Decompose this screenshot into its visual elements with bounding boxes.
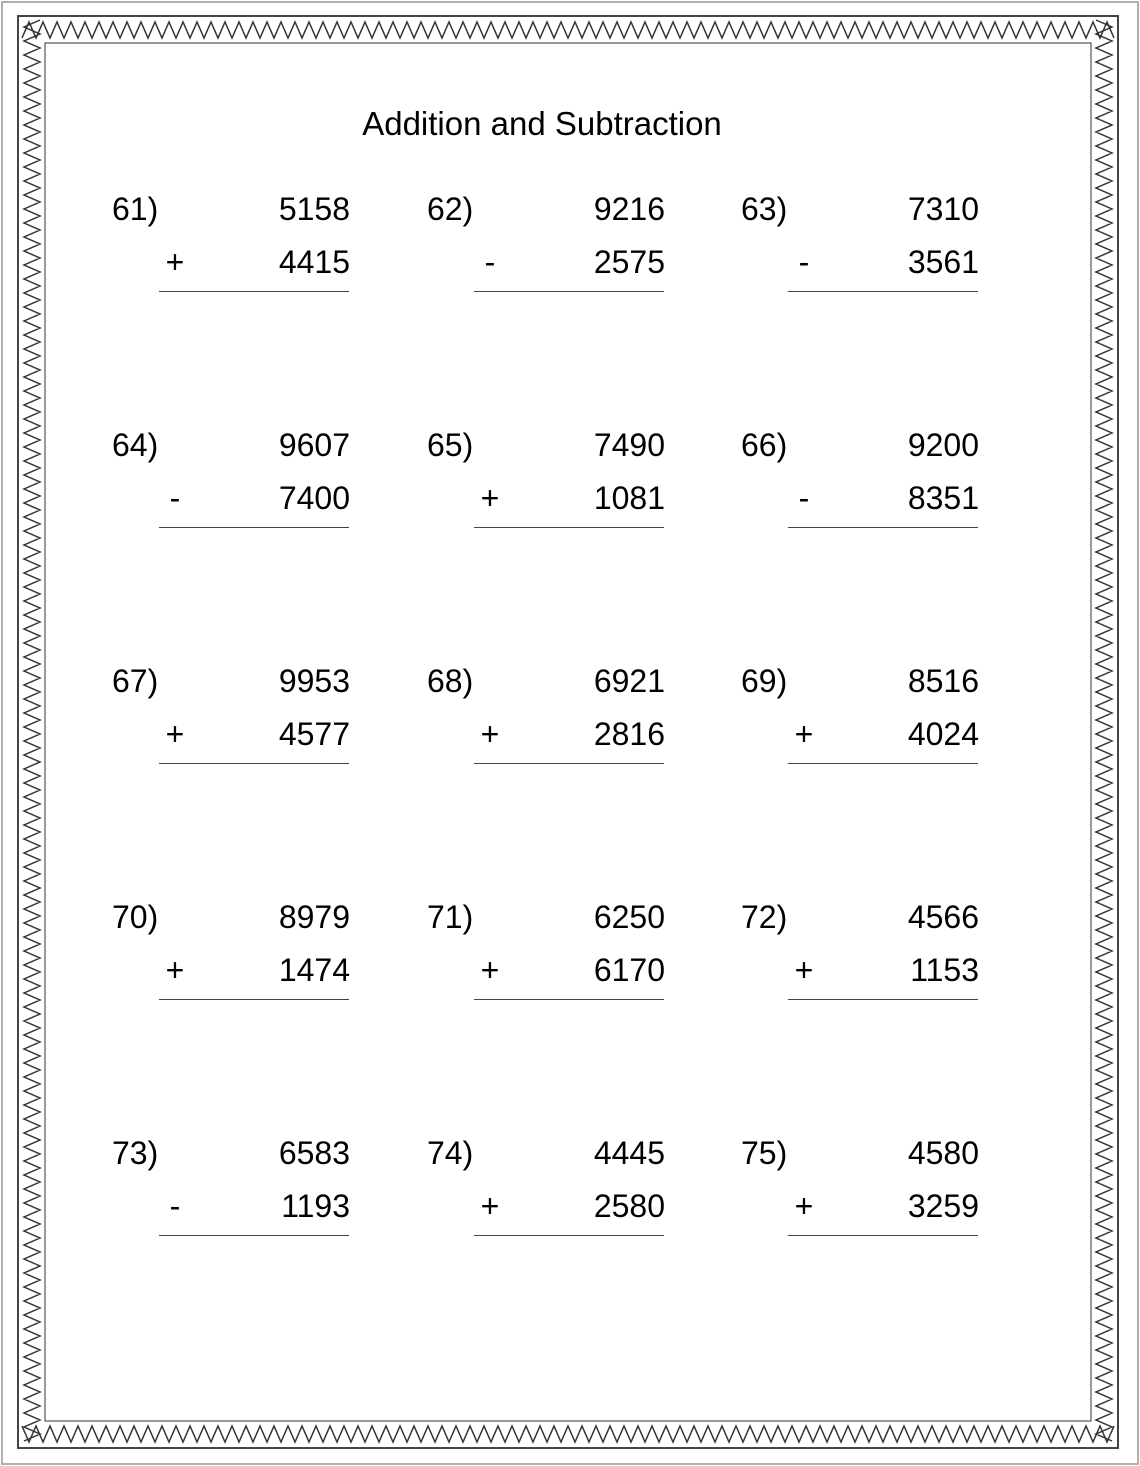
operator-sign: + — [480, 1188, 500, 1224]
top-operand: 7310 — [907, 191, 979, 227]
top-operand: 6250 — [593, 899, 665, 935]
operator-sign: - — [798, 480, 810, 516]
answer-line — [159, 999, 349, 1000]
bottom-operand: 7400 — [278, 480, 350, 516]
operator-sign: + — [165, 244, 185, 280]
bottom-operand: 3561 — [907, 244, 979, 280]
problem-number: 61) — [112, 191, 159, 227]
problem-70 — [112, 897, 362, 1017]
problem-71 — [427, 897, 677, 1017]
problem-number: 72) — [741, 899, 788, 935]
problem-75 — [741, 1133, 991, 1253]
operator-sign: - — [169, 1188, 181, 1224]
bottom-operand: 4024 — [907, 716, 979, 752]
answer-line — [474, 763, 664, 764]
top-operand: 9200 — [907, 427, 979, 463]
top-operand: 9216 — [593, 191, 665, 227]
answer-line — [474, 999, 664, 1000]
bottom-operand: 4415 — [278, 244, 350, 280]
answer-line — [788, 1235, 978, 1236]
problem-number: 62) — [427, 191, 474, 227]
problem-number: 66) — [741, 427, 788, 463]
top-operand: 5158 — [278, 191, 350, 227]
problem-number: 67) — [112, 663, 159, 699]
bottom-operand: 6170 — [593, 952, 665, 988]
operator-sign: + — [165, 716, 185, 752]
answer-line — [788, 763, 978, 764]
problem-number: 69) — [741, 663, 788, 699]
top-operand: 7490 — [593, 427, 665, 463]
operator-sign: + — [480, 480, 500, 516]
problem-66 — [741, 425, 991, 545]
top-operand: 6583 — [278, 1135, 350, 1171]
problem-72 — [741, 897, 991, 1017]
problem-73 — [112, 1133, 362, 1253]
answer-line — [159, 1235, 349, 1236]
problem-64 — [112, 425, 362, 545]
top-operand: 4580 — [907, 1135, 979, 1171]
problem-62 — [427, 189, 677, 309]
operator-sign: + — [794, 716, 814, 752]
answer-line — [474, 291, 664, 292]
answer-line — [159, 763, 349, 764]
answer-line — [474, 1235, 664, 1236]
problem-number: 73) — [112, 1135, 159, 1171]
top-operand: 8516 — [907, 663, 979, 699]
operator-sign: + — [480, 716, 500, 752]
operator-sign: + — [794, 952, 814, 988]
worksheet-title: Addition and Subtraction — [362, 105, 722, 142]
problem-number: 65) — [427, 427, 474, 463]
problem-number: 74) — [427, 1135, 474, 1171]
operator-sign: - — [169, 480, 181, 516]
operator-sign: - — [484, 244, 496, 280]
problem-number: 71) — [427, 899, 474, 935]
bottom-operand: 1081 — [593, 480, 665, 516]
operator-sign: + — [480, 952, 500, 988]
top-operand: 9607 — [278, 427, 350, 463]
answer-line — [159, 527, 349, 528]
problem-63 — [741, 189, 991, 309]
problem-number: 63) — [741, 191, 788, 227]
operator-sign: + — [794, 1188, 814, 1224]
problem-68 — [427, 661, 677, 781]
bottom-operand: 8351 — [907, 480, 979, 516]
bottom-operand: 1474 — [278, 952, 350, 988]
answer-line — [788, 999, 978, 1000]
problem-number: 68) — [427, 663, 474, 699]
top-operand: 9953 — [278, 663, 350, 699]
operator-sign: - — [798, 244, 810, 280]
answer-line — [788, 291, 978, 292]
problem-74 — [427, 1133, 677, 1253]
top-operand: 4566 — [907, 899, 979, 935]
problem-61 — [112, 189, 362, 309]
bottom-operand: 2580 — [593, 1188, 665, 1224]
bottom-operand: 1193 — [281, 1188, 350, 1224]
operator-sign: + — [165, 952, 185, 988]
answer-line — [788, 527, 978, 528]
top-operand: 4445 — [593, 1135, 665, 1171]
answer-line — [474, 527, 664, 528]
top-operand: 6921 — [593, 663, 665, 699]
problem-number: 64) — [112, 427, 159, 463]
bottom-operand: 2816 — [593, 716, 665, 752]
top-operand: 8979 — [278, 899, 350, 935]
bottom-operand: 2575 — [593, 244, 665, 280]
problem-67 — [112, 661, 362, 781]
problem-69 — [741, 661, 991, 781]
problem-65 — [427, 425, 677, 545]
bottom-operand: 4577 — [278, 716, 350, 752]
bottom-operand: 1153 — [910, 952, 979, 988]
bottom-operand: 3259 — [907, 1188, 979, 1224]
problem-number: 75) — [741, 1135, 788, 1171]
answer-line — [159, 291, 349, 292]
problem-number: 70) — [112, 899, 159, 935]
